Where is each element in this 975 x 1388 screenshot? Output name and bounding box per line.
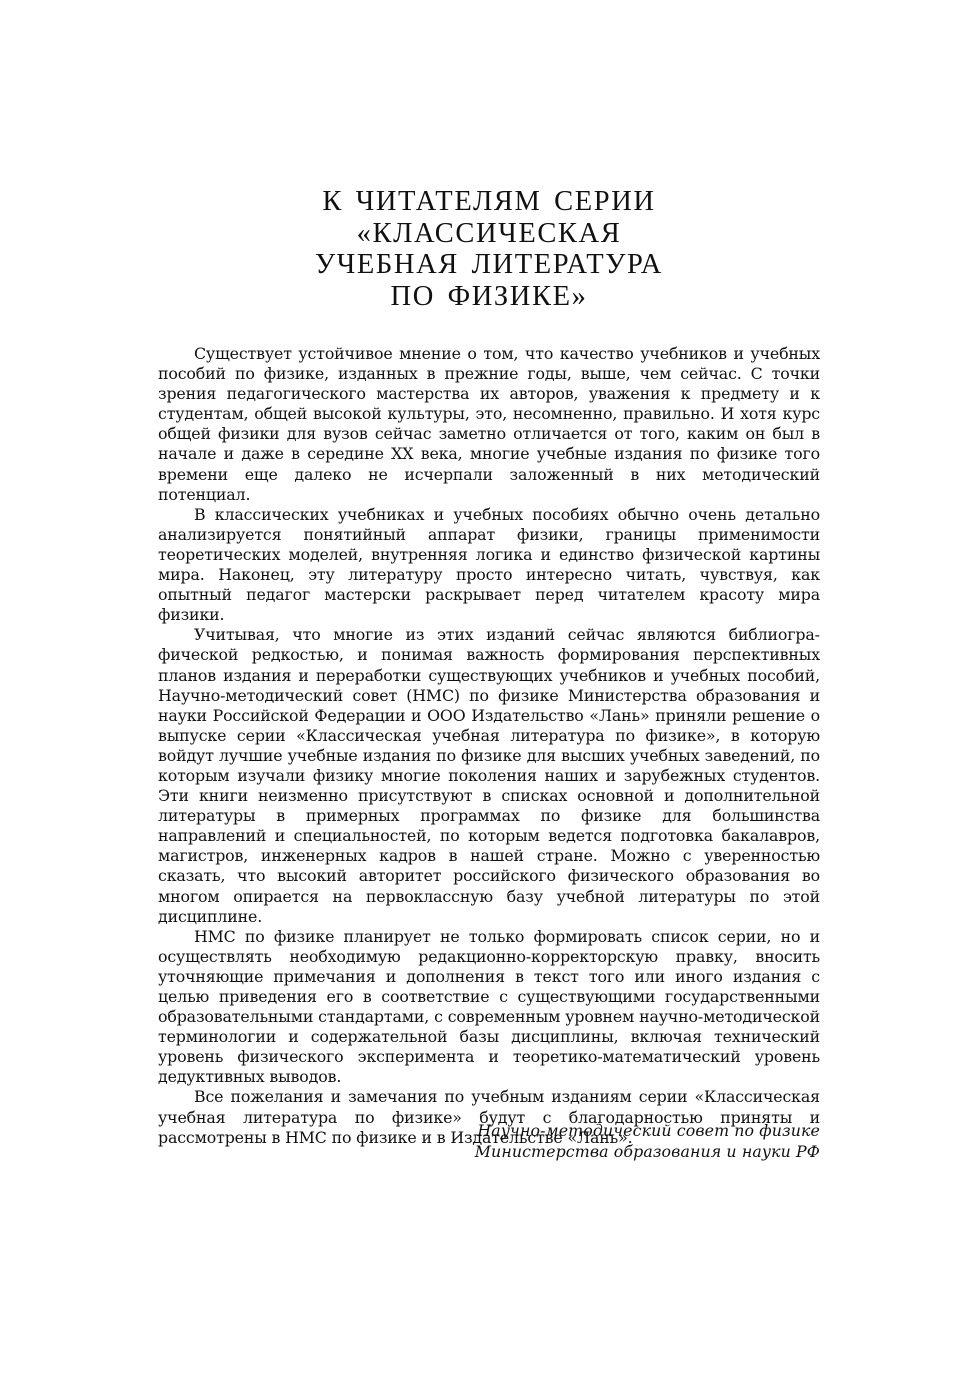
title-line-3: УЧЕБНАЯ ЛИТЕРАТУРА xyxy=(315,249,663,280)
paragraph-3: Учитывая, что многие из этих изданий сейчас являются библиографической редкостью, и понимая важность формирования перспективных планов издания и переработки существующих учебников и учебных пособий, Научно-методический совет (НМС) по физике Министерства образования и науки Российской Федерации и ООО Издательство «Лань» приняли решение о выпуске серии «Классическая учебная литература по физике», в которую войдут лучшие учебные издания по физике для высших учебных заведений, по которым изучали физику многие поколения наших и зарубежных студентов. Эти книги неизменно присутствуют в списках основной и дополнительной литературы в примерных программах по физике для большинства направлений и специальностей, по которым ведется подготовка бакалавров, магистров, инженерных кадров в нашей стране. Можно с уверенностью сказать, что высокий авторитет российского физического образования во многом опирается на первоклассную базу учебной литературы по этой дисциплине. xyxy=(158,625,820,926)
paragraph-5: Все пожелания и замечания по учебным изданиям серии «Классическая учебная литература по физике» будут с благодарностью приняты и рассмотрены в НМС по физике и в Издательстве «Лань». xyxy=(158,1087,820,1147)
title-line-2: «КЛАССИЧЕСКАЯ xyxy=(356,217,622,249)
title-line-4: ПО ФИЗИКЕ» xyxy=(390,280,588,312)
signature-line-1: Научно-методический совет по физике xyxy=(477,1121,820,1140)
paragraph-1: Существует устойчивое мнение о том, что качество учебников и учебных пособий по физике, изданных в прежние годы, выше, чем сейчас. С точки зрения педагогического мастерства их авторов, уважения к предмету и к студентам, общей высокой культуры, это, несомненно, правильно. И хотя курс общей физики для вузов сейчас заметно отличается от того, каким он был в начале и даже в середине XX века, многие учебные издания по физике того времени еще далеко не исчерпали заложенный в них методический потенциал. xyxy=(158,344,820,504)
body-text xyxy=(158,344,820,1148)
signature-line-2: Министерства образования и науки РФ xyxy=(474,1141,820,1161)
signature xyxy=(158,1121,820,1162)
title-line-1: К ЧИТАТЕЛЯМ СЕРИИ xyxy=(322,186,656,217)
paragraph-4: НМС по физике планирует не только формировать список серии, но и осуществлять необходимую редакционно-корректорскую правку, вносить уточняющие примечания и дополнения в текст того или иного издания с целью приведения его в соответствие с существующими государственными образовательными стандартами, с современным уровнем научно-методической терминологии и содержательной базы дисциплины, включая технический уровень физического эксперимента и теоретико-математический уровень дедуктивных выводов. xyxy=(158,926,820,1087)
page-title xyxy=(158,186,820,312)
paragraph-2: В классических учебниках и учебных пособиях обычно очень детально анализируется понятийный аппарат физики, границы применимости теоретических моделей, внутренняя логика и единство физической картины мира. Наконец, эту литературу просто интересно читать, чувствуя, как опытный педагог мастерски раскрывает перед читателем красоту мира физики. xyxy=(158,504,820,625)
